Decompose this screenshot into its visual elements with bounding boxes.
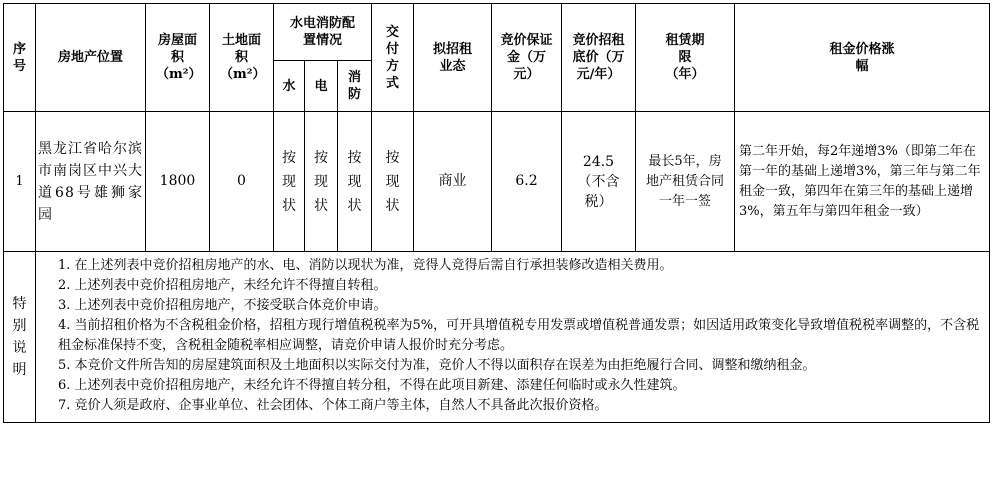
header-land-area: 土地面积（m²）	[210, 4, 274, 112]
header-business: 拟招租业态	[414, 4, 492, 112]
special-notes	[36, 252, 990, 423]
cell-index: 1	[4, 112, 36, 252]
note-item: 6. 上述列表中竞价招租房地产，未经允许不得擅自转分租，不得在此项目新建、添建任何临时或永久性建筑。	[58, 378, 686, 393]
header-base-price: 竞价招租底价（万元/年）	[562, 4, 636, 112]
cell-delivery: 按现状	[372, 112, 414, 252]
lease-table	[3, 3, 990, 423]
cell-fire: 按现状	[338, 112, 372, 252]
header-water: 水	[274, 61, 305, 112]
cell-location: 黑龙江省哈尔滨市南岗区中兴大道68号雄狮家园	[36, 112, 146, 252]
cell-increase: 第二年开始，每2年递增3%（即第二年在第一年的基础上递增3%，第三年与第二年租金一致，第四年在第三年的基础上递增3%，第五年与第四年租金一致）	[735, 112, 990, 252]
note-item: 7. 竞价人须是政府、企事业单位、社会团体、个体工商户等主体，自然人不具备此次报价资格。	[58, 398, 608, 413]
cell-electric: 按现状	[305, 112, 338, 252]
cell-building-area: 1800	[146, 112, 210, 252]
header-index: 序号	[4, 4, 36, 112]
special-notes-row	[4, 252, 990, 423]
header-fire: 消防	[338, 61, 372, 112]
header-utilities: 水电消防配置情况	[274, 4, 372, 61]
header-delivery: 交付方式	[372, 4, 414, 112]
header-location: 房地产位置	[36, 4, 146, 112]
note-item: 2. 上述列表中竞价招租房地产，未经允许不得擅自转租。	[58, 278, 387, 293]
cell-deposit: 6.2	[492, 112, 562, 252]
header-electric: 电	[305, 61, 338, 112]
cell-base-price: 24.5（不含税）	[562, 112, 636, 252]
cell-water: 按现状	[274, 112, 305, 252]
cell-term: 最长5年，房地产租赁合同一年一签	[636, 112, 735, 252]
table-row	[4, 112, 990, 252]
header-increase: 租金价格涨幅	[735, 4, 990, 112]
note-item: 5. 本竞价文件所告知的房屋建筑面积及土地面积以实际交付为准，竞价人不得以面积存在误差为由拒绝履行合同、调整和缴纳租金。	[58, 358, 816, 373]
note-item: 4. 当前招租价格为不含税租金价格，招租方现行增值税税率为5%，可开具增值税专用发票或增值税普通发票；如因适用政策变化导致增值税税率调整的，不含税租金标准保持不变，含税租金随税率相应调整，请竞价申请人报价时充分考虑。	[58, 318, 980, 353]
cell-land-area: 0	[210, 112, 274, 252]
header-deposit: 竞价保证金（万元）	[492, 4, 562, 112]
cell-business: 商业	[414, 112, 492, 252]
note-item: 1. 在上述列表中竞价招租房地产的水、电、消防以现状为准，竞得人竞得后需自行承担装修改造相关费用。	[58, 258, 673, 273]
header-term: 租赁期限（年）	[636, 4, 735, 112]
header-building-area: 房屋面积（m²）	[146, 4, 210, 112]
note-item: 3. 上述列表中竞价招租房地产，不接受联合体竞价申请。	[58, 298, 387, 313]
special-label: 特别说明	[4, 252, 36, 423]
